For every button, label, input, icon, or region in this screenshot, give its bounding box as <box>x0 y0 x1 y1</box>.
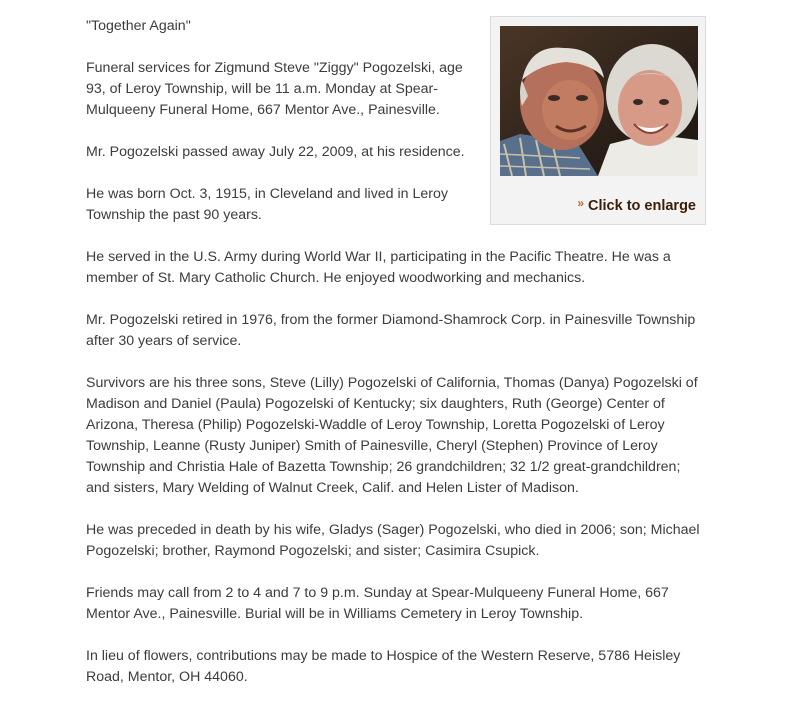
obituary-photo[interactable] <box>500 26 698 176</box>
article-paragraph: Funeral services for Zigmund Steve "Ziggy" Pogozelski, age 93, of Leroy Township, will be 11 a.m. Monday at Spear-Mulqueeny Funeral Home, 667 Mentor Ave., Painesville. <box>86 60 463 118</box>
enlarge-label: Click to enlarge <box>588 198 696 214</box>
article-paragraph: In lieu of flowers, contributions may be made to Hospice of the Western Reserve, 5786 Heisley Road, Mentor, OH 44060. <box>86 648 681 685</box>
couple-photo-image <box>500 26 698 176</box>
article-paragraph: Friends may call from 2 to 4 and 7 to 9 p.m. Sunday at Spear-Mulqueeny Funeral Home, 667 Mentor Ave., Painesville. Burial will be in Williams Cemetery in Leroy Township. <box>86 585 669 622</box>
article-paragraph: He was preceded in death by his wife, Gladys (Sager) Pogozelski, who died in 2006; son; Michael Pogozelski; brother, Raymond Pogozelski; and sister; Casimira Csupick. <box>86 522 700 559</box>
double-chevron-right-icon: » <box>577 196 585 210</box>
article-paragraph: Mr. Pogozelski retired in 1976, from the former Diamond-Shamrock Corp. in Painesville Township after 30 years of service. <box>86 312 696 349</box>
obituary-article <box>86 16 706 709</box>
article-paragraph: Mr. Pogozelski passed away July 22, 2009, at his residence. <box>86 144 465 160</box>
click-to-enlarge-link[interactable] <box>577 196 696 217</box>
photo-box <box>490 16 706 225</box>
article-paragraph: He served in the U.S. Army during World War II, participating in the Pacific Theatre. He was a member of St. Mary Catholic Church. He enjoyed woodworking and mechanics. <box>86 249 671 286</box>
article-paragraph: Survivors are his three sons, Steve (Lilly) Pogozelski of California, Thomas (Danya) Pogozelski of Madison and Daniel (Paula) Pogozelski of Kentucky; six daughters, Ruth (George) Center of Arizona, Theresa (Philip) Pogozelski-Waddle of Leroy Township, Loretta Pogozelski of Leroy Township, Leanne (Rusty Juniper) Smith of Painesville, Cheryl (Stephen) Province of Leroy Township and Christia Hale of Bazetta Township; 26 grandchildren; 32 1/2 great-grandchildren; and sisters, Mary Welding of Walnut Creek, Calif. and Helen Lister of Madison. <box>86 375 698 496</box>
article-paragraph: He was born Oct. 3, 1915, in Cleveland and lived in Leroy Township the past 90 years. <box>86 186 448 223</box>
article-headline: "Together Again" <box>86 18 191 34</box>
